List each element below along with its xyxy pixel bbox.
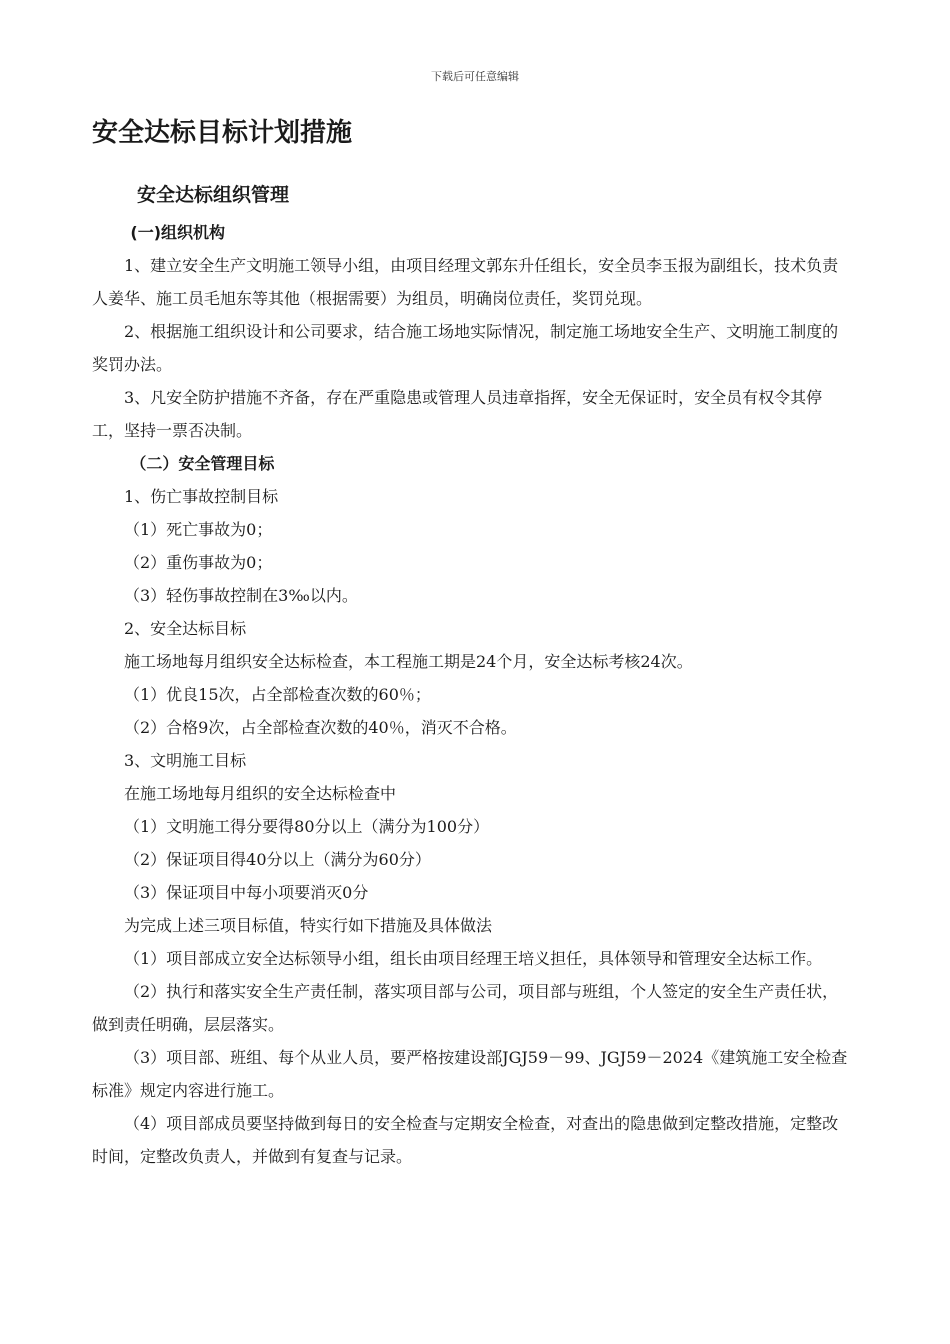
measure-paragraph: （4）项目部成员要坚持做到每日的安全检查与定期安全检查，对查出的隐患做到定整改措施，定整改时间，定整改负责人，并做到有复查与记录。 [92, 1114, 839, 1166]
paragraph: 1、建立安全生产文明施工领导小组，由项目经理文郭东升任组长，安全员李玉报为副组长，技术负责人姜华、施工员毛旭东等其他（根据需要）为组员，明确岗位责任，奖罚兑现。 [92, 256, 839, 308]
section-heading-safety-goals: （二）安全管理目标 [130, 454, 275, 473]
section-heading-organization: (一)组织机构 [130, 223, 226, 242]
goal-line: （2）合格9次，占全部检查次数的40％，消灭不合格。 [124, 718, 517, 737]
goal-line: （1）死亡事故为0； [124, 520, 273, 539]
goal-line: 3、文明施工目标 [124, 751, 247, 770]
goal-line: 2、安全达标目标 [124, 619, 247, 638]
document-body [92, 216, 852, 1173]
section-title: 安全达标组织管理 [137, 184, 290, 206]
measure-paragraph: （1）项目部成立安全达标领导小组，组长由项目经理王培义担任，具体领导和管理安全达标工作。 [124, 949, 823, 968]
goal-line: 为完成上述三项目标值，特实行如下措施及具体做法 [124, 916, 493, 935]
paragraph: 3、凡安全防护措施不齐备，存在严重隐患或管理人员违章指挥，安全无保证时，安全员有权令其停工，坚持一票否决制。 [92, 388, 823, 440]
goal-line: 1、伤亡事故控制目标 [124, 487, 279, 506]
goal-line: （1）文明施工得分要得80分以上（满分为100分） [124, 817, 490, 836]
goal-line: 在施工场地每月组织的安全达标检查中 [124, 784, 397, 803]
measure-paragraph: （3）项目部、班组、每个从业人员，要严格按建设部JGJ59－99、JGJ59－2024《建筑施工安全检查标准》规定内容进行施工。 [92, 1048, 848, 1100]
goal-line: （3）保证项目中每小项要消灭0分 [124, 883, 369, 902]
goal-line: 施工场地每月组织安全达标检查，本工程施工期是24个月，安全达标考核24次。 [124, 652, 693, 671]
goal-line: （1）优良15次，占全部检查次数的60％； [124, 685, 431, 704]
measure-paragraph: （2）执行和落实安全生产责任制，落实项目部与公司，项目部与班组，个人签定的安全生产责任状，做到责任明确，层层落实。 [92, 982, 839, 1034]
paragraph: 2、根据施工组织设计和公司要求，结合施工场地实际情况，制定施工场地安全生产、文明施工制度的奖罚办法。 [92, 322, 839, 374]
document-title: 安全达标目标计划措施 [92, 118, 353, 148]
header-note: 下载后可任意编辑 [431, 70, 519, 83]
goal-line: （2）重伤事故为0； [124, 553, 273, 572]
goal-line: （2）保证项目得40分以上（满分为60分） [124, 850, 431, 869]
goal-line: （3）轻伤事故控制在3‰以内。 [124, 586, 358, 605]
